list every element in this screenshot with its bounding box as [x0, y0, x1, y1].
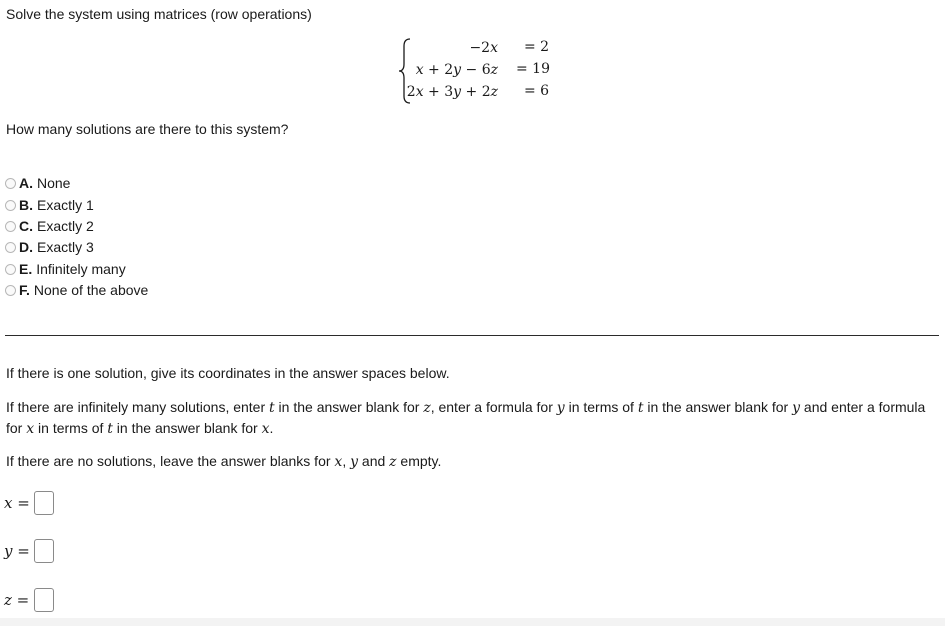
equation-1-lhs: −2x — [469, 40, 498, 56]
answer-y-input[interactable] — [34, 539, 54, 563]
equation-2-rhs: = 19 — [516, 61, 550, 77]
radio-button[interactable] — [5, 200, 16, 211]
option-d[interactable]: D. Exactly 3 — [5, 238, 94, 256]
answer-z-label: z = — [4, 591, 30, 609]
answer-y-label: y = — [4, 542, 30, 560]
option-b[interactable]: B. Exactly 1 — [5, 196, 94, 214]
radio-button[interactable] — [5, 285, 16, 296]
option-a[interactable]: A. None — [5, 174, 70, 192]
instruction-no-solutions: If there are no solutions, leave the answer blanks for x, y and z empty. — [6, 453, 442, 470]
answer-x-label: x = — [4, 494, 30, 512]
radio-button[interactable] — [5, 264, 16, 275]
bottom-bar — [0, 618, 945, 626]
answer-x-row — [4, 491, 54, 515]
radio-button[interactable] — [5, 178, 16, 189]
section-divider — [5, 335, 939, 336]
equation-2-lhs: x + 2y − 6z — [415, 62, 498, 78]
radio-button[interactable] — [5, 242, 16, 253]
equation-1-rhs: = 2 — [524, 39, 550, 55]
answer-x-input[interactable] — [34, 491, 54, 515]
answer-z-input[interactable] — [34, 588, 54, 612]
option-e[interactable]: E. Infinitely many — [5, 260, 126, 278]
equation-3-lhs: 2x + 3y + 2z — [406, 84, 498, 100]
answer-z-row — [4, 588, 54, 612]
instruction-one-solution: If there is one solution, give its coordinates in the answer spaces below. — [6, 365, 450, 381]
instruction-infinite-solutions: If there are infinitely many solutions, enter t in the answer blank for z, enter a formula for y in terms of t in the answer blank for y and enter a formula for x in terms of t in the answer blank for x. — [6, 399, 926, 437]
equation-system — [398, 38, 558, 104]
question-text: How many solutions are there to this system? — [6, 121, 289, 137]
radio-button[interactable] — [5, 221, 16, 232]
option-c[interactable]: C. Exactly 2 — [5, 217, 94, 235]
equation-3-rhs: = 6 — [524, 83, 550, 99]
option-f[interactable]: F. None of the above — [5, 281, 148, 299]
question-title: Solve the system using matrices (row operations) — [6, 6, 312, 22]
answer-y-row — [4, 539, 54, 563]
